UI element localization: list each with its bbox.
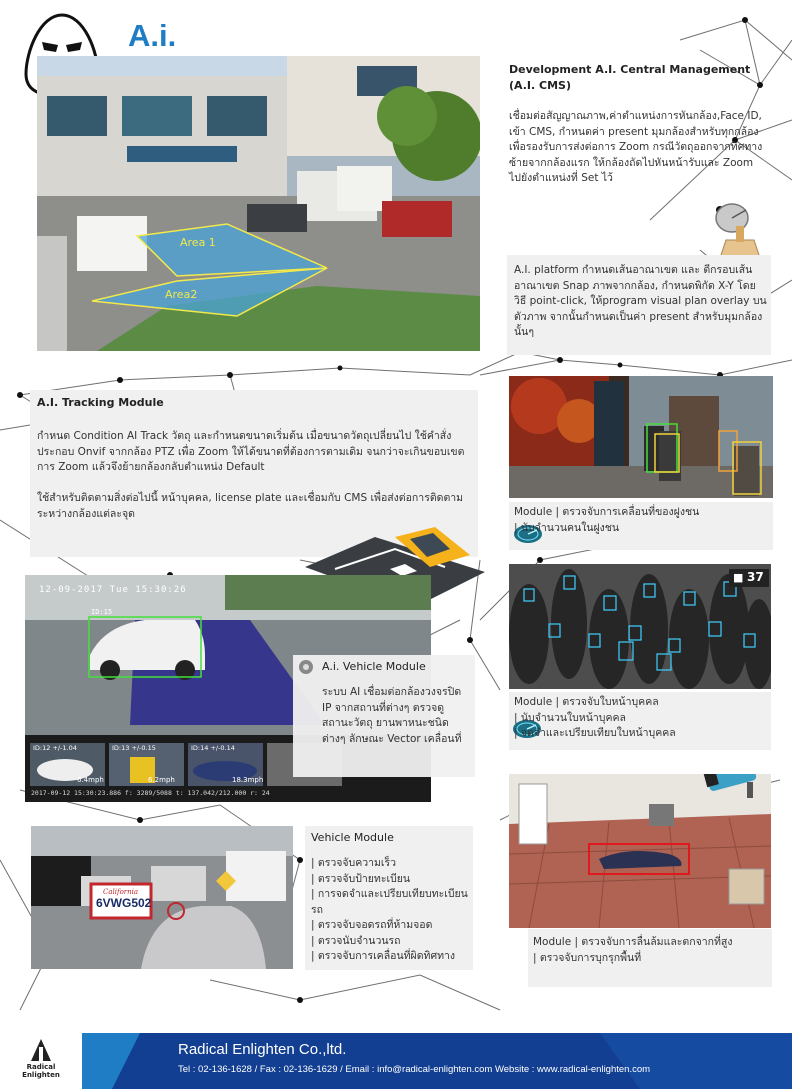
thumb-speed-2: 6.2mph bbox=[148, 776, 175, 784]
plate-state: California bbox=[103, 888, 139, 896]
page-title: A.i. bbox=[128, 18, 177, 53]
license-plate-photo bbox=[31, 826, 293, 969]
vehicle-ai-icon bbox=[296, 659, 316, 675]
footer-logo-text: Radical Enlighten bbox=[22, 1063, 60, 1079]
cms-body: เชื่อมต่อสัญญาณภาพ,ค่าตำแหน่งการหันกล้อง,Face ID, เข้า CMS, กำหนดค่า present มุมกล้องสำหรับทุกกล้อง เพื่อรองรับการส่งต่อการ Zoom กรณีวัตถุออกจากทิศทาง ซ้ายจากกล้องแรก ให้กล้องถัดไปหันหน้ารับและ Zoom ไปยังตำแหน่งที่ Set ไว้ bbox=[509, 110, 763, 184]
face-count-badge bbox=[729, 569, 769, 587]
cctv-camera-icon bbox=[699, 774, 767, 800]
face-module-text: Module | ตรวจจับใบหน้าบุคคล | นับจำนวนใบหน้าบุคคล | จดจำและเปรียบเทียบใบหน้าบุคคล bbox=[514, 696, 676, 739]
footer-accent bbox=[0, 1033, 792, 1089]
thumb-speed-3: 18.3mph bbox=[232, 776, 264, 784]
cms-heading: Development A.I. Central Management (A.I. CMS) bbox=[509, 63, 751, 92]
crowd-tracking-photo bbox=[509, 376, 773, 498]
fall-detection-photo bbox=[509, 774, 771, 928]
thumb-id-1: ID:12 +/-1.04 bbox=[33, 744, 77, 752]
parking-area-photo bbox=[37, 56, 480, 351]
video-object-id: ID:15 bbox=[91, 608, 113, 616]
video-timestamp-top: 12-09-2017 Tue 15:30:26 bbox=[39, 585, 187, 595]
fall-module-text: Module | ตรวจจับการลื่นล้มและตกจากที่สูง | ตรวจจับการบุกรุกพื้นที่ bbox=[533, 936, 733, 964]
platform-body: A.I. platform กำหนดเส้นอาณาเขต และ ตีกรอบเส้นอาณาเขต Snap ภาพจากกล้อง, กำหนดพิกัด X-Y โดยวิธี point-click, ให้program visual plan overlay บนตัวภาพ จากนั้นกำหนดเป็นค่า present สำหรับมุมกล้องนั้นๆ bbox=[514, 264, 767, 338]
tracking-body: กำหนด Condition AI Track วัตถุ และกำหนดขนาดเริ่มต้น เมื่อขนาดวัตถุเปลี่ยนไป ใช้คำสั่งประกอบ Onvif จากกล้อง PTZ เพื่อ Zoom ให้ได้ขนาดที่ต้องการตามเดิม จนกว่าจะเกินขอบเขตการ Zoom แล้วจึงย้ายกล้องกลับตำแหน่ง Default ใช้สำหรับติดตามสิ่งต่อไปนี้ หน้าบุคคล, license plate และเชื่อมกับ CMS เพื่อส่งต่อการติดตามระหว่างกล้องแต่ละจุด bbox=[37, 430, 465, 520]
face-detection-photo bbox=[509, 564, 771, 689]
tracking-heading: A.I. Tracking Module bbox=[37, 396, 164, 409]
thumb-speed-1: 6.4mph bbox=[77, 776, 104, 784]
vehicle-ai-body: ระบบ AI เชื่อมต่อกล้องวงจรปิด IP จากสถานที่ต่างๆ ตรวจดูสถานะวัตถุ ยานพาหนะชนิดต่างๆ ลักษณะ Vector เคลื่อนที่ bbox=[322, 686, 462, 745]
satellite-dish-icon bbox=[714, 200, 766, 262]
company-name: Radical Enlighten Co.,ltd. bbox=[178, 1041, 347, 1058]
face-count: 37 bbox=[747, 570, 764, 584]
vehicle-module-body: | ตรวจจับความเร็ว | ตรวจจับป้ายทะเบียน | การจดจำและเปรียบเทียบทะเบียนรถ | ตรวจจับจอดรถที่ห้ามจอด | ตรวจนับจำนวนรถ | ตรวจจับการเคลื่อนที่ผิดทิศทาง bbox=[311, 857, 468, 962]
thumb-id-2: ID:13 +/-0.15 bbox=[112, 744, 156, 752]
vehicle-module-heading: Vehicle Module bbox=[311, 831, 394, 844]
area-2-label: Area2 bbox=[165, 288, 198, 301]
area-1-label: Area 1 bbox=[180, 236, 216, 249]
thumb-id-3: ID:14 +/-0.14 bbox=[191, 744, 235, 752]
person-icon: ■ bbox=[733, 571, 744, 584]
plate-number: 6VWG502 bbox=[96, 896, 152, 910]
video-timestamp-bottom: 2017-09-12 15:30:23.886 f: 3289/5088 t: 137.042/212.000 r: 24 bbox=[31, 789, 270, 797]
crowd-module-text: Module | ตรวจจับการเคลื่อนที่ของฝูงชน | นับจำนวนคนในฝูงชน bbox=[514, 506, 700, 534]
footer-bar bbox=[0, 1033, 792, 1089]
vehicle-ai-heading: A.i. Vehicle Module bbox=[322, 660, 426, 673]
company-contact: Tel : 02-136-1628 / Fax : 02-136-1629 / Email : info@radical-enlighten.com Website : www.radical-enlighten.com bbox=[178, 1064, 651, 1075]
